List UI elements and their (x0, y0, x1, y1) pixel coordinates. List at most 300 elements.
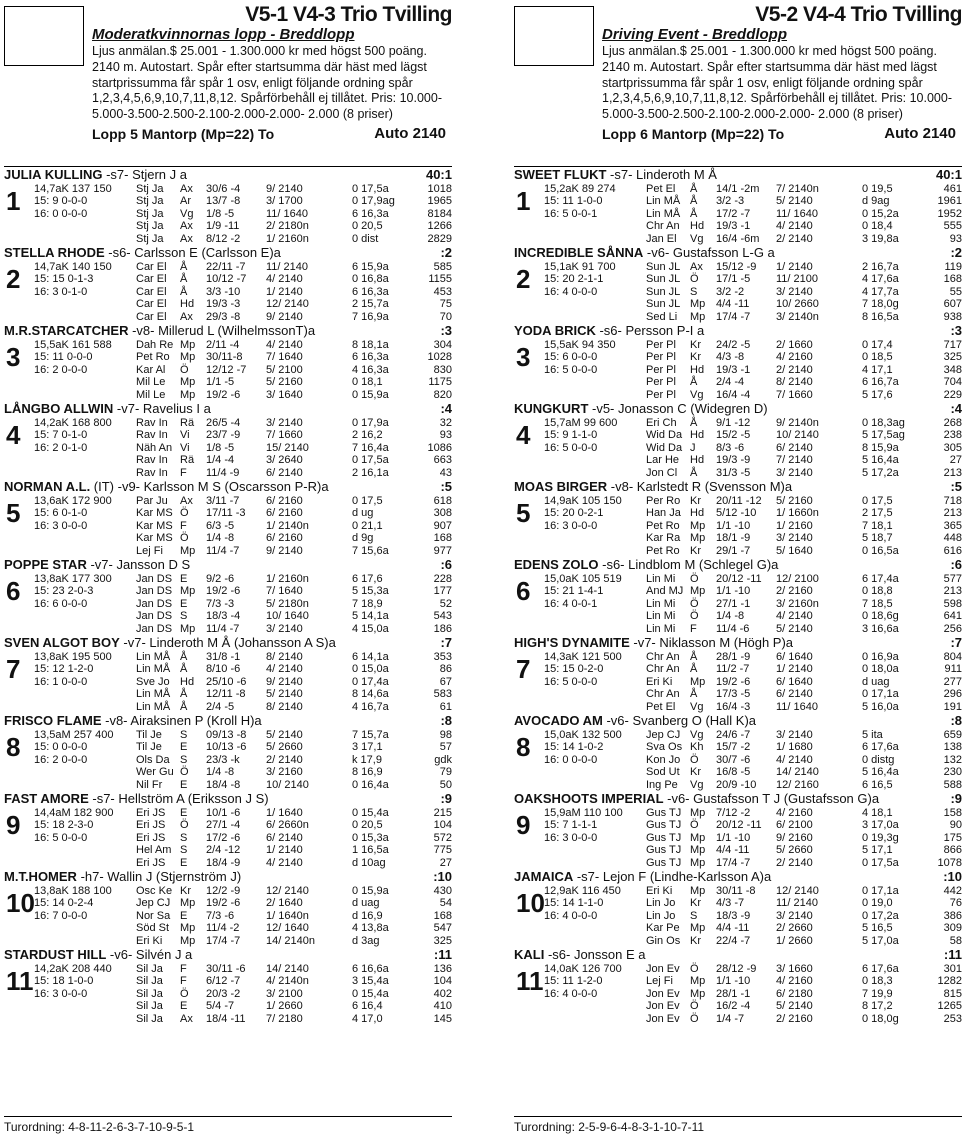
race-time: 0 18,4 (862, 220, 893, 233)
race-driver: Lin Mi (646, 622, 676, 635)
race-row (136, 233, 452, 245)
horse-line (514, 167, 717, 183)
race-row (136, 573, 452, 585)
race-date: 22/11 -7 (206, 261, 246, 273)
race-track: Mp (180, 388, 196, 401)
race-date: 1/1 -10 (716, 585, 751, 598)
start-number: 10 (6, 888, 35, 918)
past-races (136, 807, 452, 869)
race-prize: 616 (943, 544, 962, 557)
past-races (136, 339, 452, 401)
race-prize: 1265 (937, 1000, 962, 1013)
race-driver: Til Je (136, 729, 162, 741)
race-time: d 9ag (862, 195, 890, 208)
race-prize: 76 (949, 897, 962, 910)
race-row (136, 495, 452, 507)
race-prize: 57 (439, 741, 452, 754)
race-row (646, 442, 962, 454)
race-row (646, 688, 962, 700)
race-track: Mp (690, 298, 706, 311)
race-time: 5 17,1 (862, 844, 893, 857)
race-date: 1/1 -10 (716, 831, 751, 844)
horse-name: FAST AMORE (4, 791, 89, 806)
race-time: 0 17,5 (352, 495, 383, 507)
horse-driver-info: -v6- Svanberg O (Hall K)a (602, 713, 757, 728)
race-row (646, 897, 962, 909)
start-number: 7 (6, 654, 21, 684)
race-row (646, 545, 962, 557)
stat-line: 15: 11 1-2-0 (544, 975, 603, 988)
race-track: Å (180, 663, 188, 676)
race-time: 7 16,4a (352, 441, 389, 454)
stat-line: 13,8aK 177 300 (34, 573, 112, 585)
past-races (136, 573, 452, 635)
race-conditions: Ljus anmälan.$ 25.001 - 1.300.000 kr med högst 500 poäng. 2140 m. Autostart. Spår efter startsumma där häst med lägst startprissumma får spår 1 osv, enligt följande ordning spår 1,2,3,4,5,6,9,10,7,11,8,12. Spårförbehåll ej tillåtet. Pris: 10.000-5.000-3.500-2.500-2.100-2.000-2.000- 2.000 (8 priser) (602, 44, 952, 122)
race-track: F (180, 519, 187, 532)
race-row (646, 376, 962, 388)
entry-body (514, 495, 962, 557)
horse-stats (34, 807, 114, 844)
race-prize: 132 (943, 753, 962, 766)
race-track: Ö (690, 1012, 699, 1025)
race-date: 17/4 -7 (716, 856, 751, 869)
entry-list (4, 167, 452, 1025)
horse-odds: :7 (440, 635, 452, 650)
race-date: 3/2 -3 (716, 195, 745, 208)
race-row (646, 208, 962, 220)
race-track: E (180, 597, 188, 610)
race-row (646, 963, 962, 975)
race-placing: 2/ 2160 (776, 585, 813, 598)
race-track: S (180, 831, 188, 844)
race-time: 3 17,0a (862, 819, 899, 832)
race-time: 8 17,2 (862, 1000, 893, 1013)
race-track: S (180, 729, 188, 741)
race-date: 10/13 -6 (206, 741, 247, 754)
horse-odds: 40:1 (425, 167, 452, 182)
entry-header (4, 245, 452, 261)
race-time: 5 15,3a (352, 585, 389, 598)
race-driver: Jan El (646, 232, 677, 245)
race-date: 6/3 -5 (206, 519, 235, 532)
race-driver: Kar MS (136, 519, 173, 532)
race-row (136, 663, 452, 675)
race-date: 24/2 -5 (716, 339, 751, 351)
race-row (646, 935, 962, 947)
race-time: 0 15,9a (352, 388, 389, 401)
horse-entry (4, 947, 452, 1025)
race-date: 30/11 -8 (716, 885, 756, 897)
race-placing: 6/ 2140 (266, 831, 303, 844)
race-placing: 3/ 2160n (776, 597, 819, 610)
race-prize: 86 (439, 663, 452, 676)
race-date: 4/4 -11 (716, 922, 750, 935)
stat-line: 14,7aK 137 150 (34, 183, 112, 195)
race-row (136, 975, 452, 987)
race-time: 3 16,6a (862, 622, 899, 635)
race-track: Vi (180, 429, 190, 442)
race-driver: Kar Al (136, 363, 166, 376)
race-track: Mp (690, 310, 706, 323)
race-time: 7 18,9 (352, 597, 383, 610)
race-placing: 3/ 2640 (266, 454, 303, 467)
race-conditions: Ljus anmälan.$ 25.001 - 1.300.000 kr med högst 500 poäng. 2140 m. Autostart. Spår efter startsumma där häst med lägst startprissumma får spår 1 osv, enligt följande ordning spår 1,2,3,4,5,6,9,10,7,11,8,12. Spårförbehåll ej tillåtet. Pris: 10.000-5.000-3.500-2.500-2.100-2.000-2.000- 2.000 (8 priser) (92, 44, 442, 122)
race-track: Hd (690, 454, 705, 467)
race-placing: 5/ 2140 (776, 1000, 813, 1013)
footer-divider (514, 1116, 962, 1117)
race-date: 19/3 -1 (716, 220, 751, 233)
stat-line: 16: 4 0-0-0 (544, 909, 598, 922)
race-prize: 168 (433, 532, 452, 545)
entry-body (514, 573, 962, 635)
lopp-label: Lopp 5 Mantorp (Mp=22) To (92, 125, 275, 142)
race-placing: 12/ 2100 (776, 573, 819, 585)
race-time: 0 18,3 (862, 975, 893, 988)
race-prize: 304 (433, 339, 452, 351)
race-prize: 296 (943, 688, 962, 701)
race-row (646, 819, 962, 831)
start-number: 9 (6, 810, 21, 840)
race-track: Vg (690, 700, 704, 713)
race-date: 20/12 -11 (716, 819, 762, 832)
race-time: 0 18,8 (862, 585, 893, 598)
race-row (646, 311, 962, 323)
horse-driver-info: -v6- Silvén J a (106, 947, 193, 962)
start-number: 2 (516, 264, 531, 294)
race-date: 15/12 -9 (716, 261, 757, 273)
race-placing: 5/ 2140 (776, 195, 813, 208)
race-time: 4 15,0a (352, 622, 389, 635)
horse-odds: :9 (950, 791, 962, 806)
race-prize: 410 (433, 1000, 452, 1013)
horse-entry (4, 479, 452, 557)
race-driver: Osc Ke (136, 885, 173, 897)
race-time: 0 17,9a (352, 417, 389, 429)
start-number: 8 (516, 732, 531, 762)
race-driver: Jan DS (136, 573, 173, 585)
race-driver: Stj Ja (136, 232, 164, 245)
stat-line: 14,4aM 182 900 (34, 807, 114, 819)
race-prize: 253 (943, 1012, 962, 1025)
race-track: Å (690, 376, 698, 389)
entry-body (514, 261, 962, 323)
race-row (136, 857, 452, 869)
race-row (646, 364, 962, 376)
race-placing: 1/ 2140 (266, 285, 303, 298)
past-races (646, 339, 962, 401)
race-driver: Per Pl (646, 363, 676, 376)
race-prize: 213 (943, 466, 962, 479)
race-date: 7/12 -2 (716, 807, 751, 819)
race-track: Vi (180, 441, 190, 454)
race-subtitle: Moderatkvinnornas lopp - Breddlopp (92, 26, 355, 43)
race-header (602, 4, 962, 164)
race-placing: 3/ 2140 (776, 285, 813, 298)
race-time: 0 19,5 (862, 183, 893, 195)
race-row (136, 208, 452, 220)
race-date: 31/3 -5 (716, 466, 751, 479)
race-track: Mp (690, 585, 706, 598)
race-date: 23/7 -9 (206, 429, 241, 442)
race-row (136, 988, 452, 1000)
race-driver: Rav In (136, 454, 168, 467)
race-track: Ö (180, 507, 189, 520)
race-placing: 2/ 2140 (266, 753, 303, 766)
stat-line: 16: 2 0-1-0 (34, 441, 88, 454)
stat-line: 15: 7 1-1-1 (544, 819, 598, 832)
race-placing: 5/ 2100 (266, 363, 303, 376)
race-date: 29/1 -7 (716, 544, 751, 557)
past-races (136, 183, 452, 245)
horse-name: M.T.HOMER (4, 869, 77, 884)
race-row (136, 585, 452, 597)
horse-stats (34, 183, 114, 220)
race-driver: Kar Ra (646, 532, 681, 545)
stat-line: 15: 20 0-2-1 (544, 507, 604, 520)
stat-line: 16: 3 0-0-0 (34, 987, 88, 1000)
stat-line: 16: 7 0-0-0 (34, 909, 88, 922)
race-placing: 4/ 2160 (776, 807, 813, 819)
race-driver: Nil Fr (136, 778, 163, 791)
horse-odds: :2 (950, 245, 962, 260)
race-placing: 1/ 2160 (776, 519, 813, 532)
race-row (646, 844, 962, 856)
race-time: 6 16,7a (862, 376, 899, 389)
race-placing: 1/ 2160n (266, 232, 309, 245)
race-prize: 158 (943, 807, 962, 819)
race-time: 0 dist (352, 232, 379, 245)
race-driver: Chr An (646, 651, 680, 663)
race-placing: 3/ 1660 (776, 963, 813, 975)
race-track: Mp (180, 897, 196, 910)
race-row (646, 807, 962, 819)
start-order-right: Turordning: 2-5-9-6-4-8-3-1-10-7-11 (514, 1120, 705, 1134)
stat-line: 14,9aK 105 150 (544, 495, 622, 507)
race-date: 1/4 -8 (206, 766, 235, 779)
race-row (136, 532, 452, 544)
race-driver: Car El (136, 273, 167, 286)
race-row (136, 676, 452, 688)
race-track: Ö (690, 753, 699, 766)
race-placing: 2/ 2140 (776, 232, 813, 245)
horse-driver-info: -s6- Lindblom M (Schlegel G)a (598, 557, 779, 572)
race-prize: 430 (433, 885, 452, 897)
horse-stats (34, 963, 114, 1000)
race-row (646, 195, 962, 207)
race-date: 3/3 -10 (206, 285, 241, 298)
stat-line: 15: 15 0-1-3 (34, 273, 94, 286)
race-lopp-line (92, 125, 452, 143)
race-track: Ö (180, 766, 189, 779)
start-number: 5 (516, 498, 531, 528)
race-driver: Car El (136, 285, 167, 298)
race-placing: 8/ 2140 (266, 651, 303, 663)
entry-body (4, 573, 452, 635)
race-prize: 448 (943, 532, 962, 545)
race-row (136, 819, 452, 831)
race-placing: 7/ 1640 (266, 585, 303, 598)
race-track: Mp (690, 844, 706, 857)
race-row (136, 935, 452, 947)
stat-line: 15: 14 0-2-4 (34, 897, 94, 910)
race-driver: Wid Da (646, 441, 683, 454)
race-track: Mp (180, 339, 196, 351)
race-date: 3/11 -7 (206, 495, 240, 507)
race-track: Ax (180, 1012, 193, 1025)
race-row (646, 417, 962, 429)
race-date: 1/4 -8 (716, 610, 745, 623)
race-placing: 7/ 2140 (776, 454, 813, 467)
race-row (136, 922, 452, 934)
race-track: Ö (180, 363, 189, 376)
race-row (136, 417, 452, 429)
past-races (646, 651, 962, 713)
race-placing: 3/ 2140 (776, 909, 813, 922)
race-row (646, 467, 962, 479)
race-track: E (180, 573, 188, 585)
race-driver: Per Pl (646, 376, 676, 389)
race-date: 16/4 -6m (716, 232, 760, 245)
horse-name: INCREDIBLE SÅNNA (514, 245, 644, 260)
horse-name: JAMAICA (514, 869, 574, 884)
horse-odds: :3 (440, 323, 452, 338)
horse-entry (514, 245, 962, 323)
race-driver: Rav In (136, 429, 168, 442)
race-date: 19/3 -1 (716, 363, 751, 376)
race-driver: Han Ja (646, 507, 681, 520)
race-track: Rä (180, 454, 195, 467)
race-time: 6 17,6 (352, 573, 383, 585)
race-driver: Sed Li (646, 310, 678, 323)
race-time: 5 14,1a (352, 610, 389, 623)
race-placing: 1/ 2160n (266, 573, 309, 585)
stat-line: 16: 2 0-0-0 (34, 363, 88, 376)
race-track: Mp (690, 922, 706, 935)
race-placing: 10/ 1640 (266, 610, 309, 623)
race-row (136, 897, 452, 909)
race-header (92, 4, 452, 164)
past-races (136, 885, 452, 947)
race-date: 15/2 -5 (716, 429, 751, 442)
race-driver: Jon Cl (646, 466, 678, 479)
race-date: 22/4 -7 (716, 934, 751, 947)
horse-stats (544, 885, 624, 922)
race-row (646, 1013, 962, 1025)
race-placing: 7/ 2140n (776, 183, 819, 195)
race-time: 7 18,0g (862, 298, 899, 311)
race-time: 6 16,6a (352, 963, 389, 975)
race-placing: 5/ 2140 (266, 688, 303, 701)
race-date: 3/2 -2 (716, 285, 745, 298)
race-placing: 1/ 2660 (266, 1000, 303, 1013)
horse-line (4, 635, 336, 651)
race-track: Vg (690, 232, 704, 245)
race-time: 0 16,8a (352, 273, 389, 286)
race-row (646, 663, 962, 675)
race-driver: Sva Os (646, 741, 683, 754)
race-prize: 256 (943, 622, 962, 635)
race-prize: 641 (943, 610, 962, 623)
race-track: Ö (690, 273, 699, 286)
race-date: 1/4 -4 (206, 454, 235, 467)
entry-body (4, 963, 452, 1025)
stat-line: 14,7aK 140 150 (34, 261, 112, 273)
race-date: 29/3 -8 (206, 310, 241, 323)
race-placing: 4/ 2160 (776, 975, 813, 988)
race-date: 2/4 -4 (716, 376, 745, 389)
race-driver: Jon Ev (646, 963, 680, 975)
horse-entry (514, 713, 962, 791)
race-driver: Eri Ch (646, 417, 677, 429)
race-prize: 79 (439, 766, 452, 779)
race-driver: Jon Ev (646, 987, 680, 1000)
stat-line: 13,6aK 172 900 (34, 495, 112, 507)
race-row (646, 220, 962, 232)
race-driver: Pet El (646, 700, 676, 713)
race-date: 9/2 -6 (206, 573, 235, 585)
race-time: 7 19,9 (862, 987, 893, 1000)
stat-line: 13,8aK 195 500 (34, 651, 112, 663)
race-prize: 268 (943, 417, 962, 429)
horse-driver-info: -v7- Ravelius I a (113, 401, 211, 416)
race-placing: 7/ 1660 (266, 429, 303, 442)
race-placing: 2/ 2160 (776, 1012, 813, 1025)
race-row (136, 844, 452, 856)
race-date: 19/2 -6 (206, 585, 241, 598)
race-row (136, 623, 452, 635)
race-prize: 663 (433, 454, 452, 467)
horse-stats (34, 495, 114, 532)
race-track: Ö (690, 610, 699, 623)
horse-stats (34, 885, 114, 922)
horse-line (4, 479, 329, 495)
race-date: 1/1 -10 (716, 975, 751, 988)
stat-line: 16: 3 0-0-0 (34, 519, 88, 532)
past-races (646, 963, 962, 1025)
race-track: Kr (690, 544, 701, 557)
race-track: Å (180, 651, 188, 663)
race-placing: 3/ 2140 (266, 417, 303, 429)
race-prize: 1266 (427, 220, 452, 233)
horse-name: STARDUST HILL (4, 947, 107, 962)
race-time: 6 16,4 (352, 1000, 383, 1013)
race-driver: Gus TJ (646, 819, 682, 832)
race-row (136, 429, 452, 441)
stat-line: 15: 11 0-0-0 (34, 351, 93, 364)
race-placing: 11/ 1640 (776, 700, 819, 713)
race-driver: Eri JS (136, 856, 166, 869)
race-subtitle: Driving Event - Breddlopp (602, 26, 788, 43)
horse-name: M.R.STARCATCHER (4, 323, 129, 338)
image-placeholder-box (4, 6, 84, 66)
race-time: 8 16,5a (862, 310, 899, 323)
race-track: S (180, 753, 188, 766)
race-time: d 3ag (352, 934, 380, 947)
horse-stats (544, 261, 624, 298)
race-track: Å (180, 700, 188, 713)
race-row (136, 729, 452, 741)
race-placing: 9/ 2140 (266, 544, 303, 557)
lopp-label: Lopp 6 Mantorp (Mp=22) To (602, 125, 785, 142)
entry-body (4, 495, 452, 557)
race-driver: Jan DS (136, 610, 173, 623)
stat-line: 15,5aK 94 350 (544, 339, 616, 351)
race-prize: 43 (439, 466, 452, 479)
race-time: 6 16,3a (352, 207, 389, 220)
race-prize: 820 (433, 388, 452, 401)
race-placing: 5/ 2660 (266, 741, 303, 754)
race-time: d ug (352, 507, 374, 520)
